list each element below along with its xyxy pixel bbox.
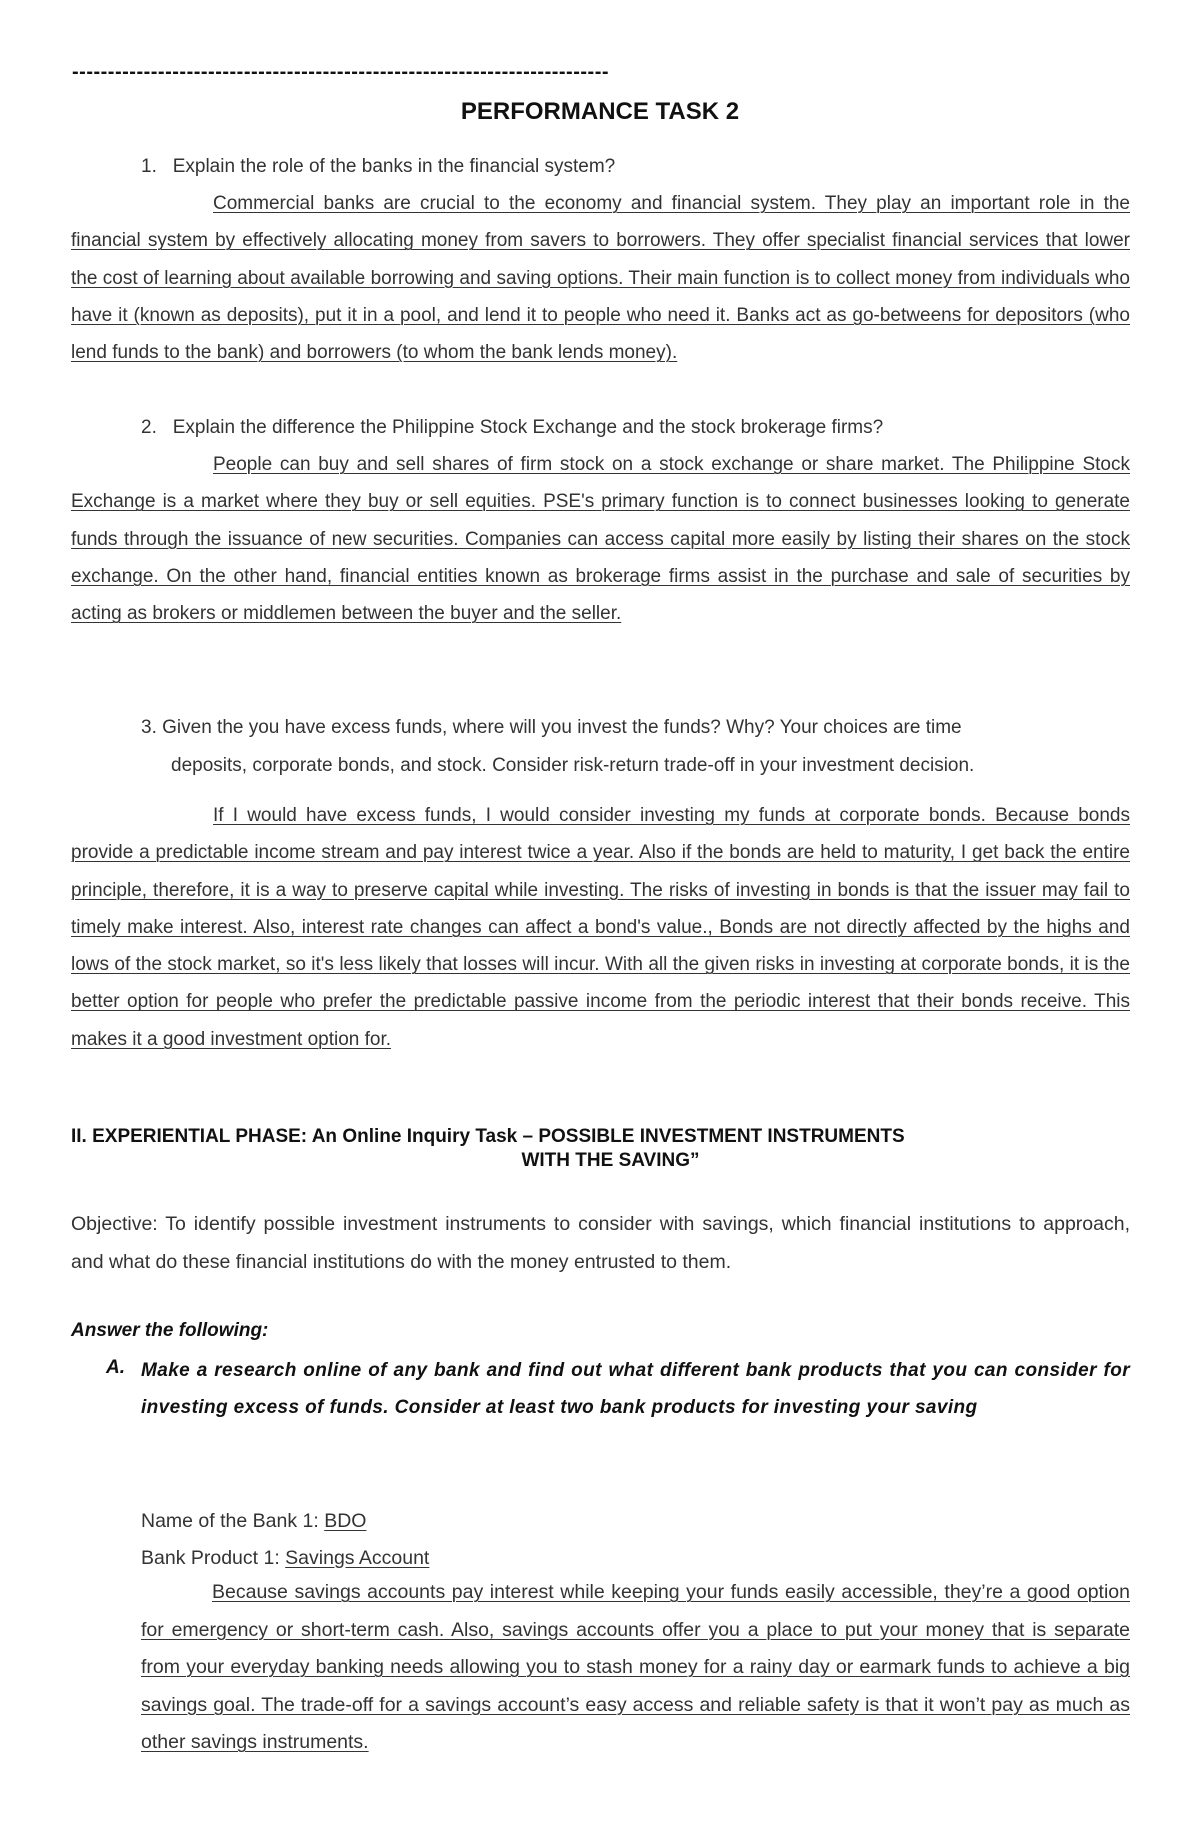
bank-product-field <box>141 1546 429 1570</box>
question-text: Explain the difference the Philippine Stock Exchange and the stock brokerage firms? <box>172 417 884 438</box>
answer-text: If I would have excess funds, I would consider investing my funds at corporate bonds. Because bonds provide a predictable income stream and pay interest twice a year. Also if the bonds are held to maturity, I get back the entire principle, therefore, it is a way to preserve capital while investing. The risks of investing in bonds is that the issuer may fail to timely make interest. Also, interest rate changes can affect a bond's value., Bonds are not directly affected by the highs and lows of the stock market, so it's less likely that losses will incur. With all the given risks in investing at corporate bonds, it is the better option for people who prefer the predictable passive income from the periodic interest that their bonds receive. This makes it a good investment option for. <box>71 805 1130 1050</box>
question-3-continued: deposits, corporate bonds, and stock. Consider risk-return trade-off in your investment decision. <box>171 755 975 776</box>
question-1 <box>141 155 615 179</box>
answer-1 <box>71 185 1130 371</box>
page-title: PERFORMANCE TASK 2 <box>460 98 740 125</box>
bank-product-answer <box>141 1574 1130 1762</box>
bank-product-value: Savings Account <box>285 1547 430 1569</box>
question-text: Explain the role of the banks in the financial system? <box>172 156 616 177</box>
answer-text: Because savings accounts pay interest while keeping your funds easily accessible, they’re a good option for emergency or short-term cash. Also, savings accounts offer you a place to put your money that is separate from your everyday banking needs allowing you to stash money for a rainy day or earmark funds to achieve a big savings goal. The trade-off for a savings account’s easy access and reliable safety is that it won’t pay as much as other savings instruments. <box>141 1581 1130 1753</box>
bank-name-field <box>141 1509 366 1533</box>
answer-text: People can buy and sell shares of firm stock on a stock exchange or share market. The Philippine Stock Exchange is a market where they buy or sell equities. PSE's primary function is to connect businesses looking to generate funds through the issuance of new securities. Companies can access capital more easily by listing their shares on the stock exchange. On the other hand, financial entities known as brokerage firms assist in the purchase and sale of securities by acting as brokers or middlemen between the buyer and the seller. <box>71 454 1130 625</box>
answer-2 <box>71 446 1130 632</box>
section-heading-line1: II. EXPERIENTIAL PHASE: An Online Inquiry Task – POSSIBLE INVESTMENT INSTRUMENTS <box>71 1126 905 1147</box>
answer-instructions-label: Answer the following: <box>71 1320 269 1341</box>
bank-product-label: Bank Product 1: <box>141 1547 286 1569</box>
answer-3 <box>71 797 1130 1058</box>
item-a-instructions: Make a research online of any bank and find out what different bank products that you can consider for investing excess of funds. Consider at least two bank products for investing your saving <box>141 1360 1130 1418</box>
question-text-line1: Given the you have excess funds, where will you invest the funds? Why? Your choices are time <box>162 717 962 738</box>
question-2 <box>141 416 883 440</box>
header-divider: --------------------------------------------------------------------------- <box>72 61 610 83</box>
bank-name-value: BDO <box>324 1510 367 1532</box>
bank-name-label: Name of the Bank 1: <box>141 1510 325 1532</box>
objective-paragraph: Objective: To identify possible investment instruments to consider with savings, which financial institutions to approach, and what do these financial institutions do with the money entrusted to them. <box>71 1213 1130 1273</box>
section-heading-line2: WITH THE SAVING” <box>521 1150 700 1171</box>
item-letter: A. <box>106 1357 125 1378</box>
section-heading <box>71 1125 1130 1173</box>
question-number: 3. <box>141 717 157 738</box>
question-number: 1. <box>141 156 157 177</box>
question-number: 2. <box>141 417 157 438</box>
answer-text: Commercial banks are crucial to the economy and financial system. They play an important role in the financial system by effectively allocating money from savers to borrowers. They offer specialist financial services that lower the cost of learning about available borrowing and saving options. Their main function is to collect money from individuals who have it (known as deposits), put it in a pool, and lend it to people who need it. Banks act as go-betweens for depositors (who lend funds to the bank) and borrowers (to whom the bank lends money). <box>71 193 1130 364</box>
question-3 <box>141 716 962 740</box>
